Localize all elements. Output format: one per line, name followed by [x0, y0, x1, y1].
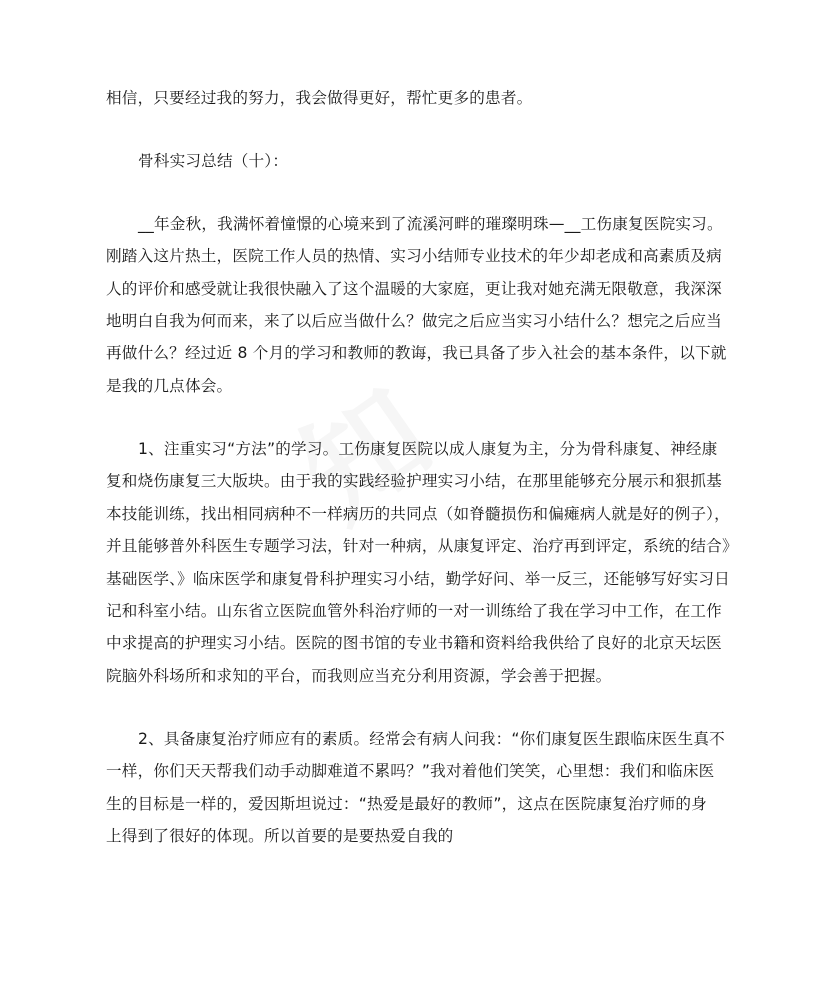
- text-line: 本技能训练，找出相同病种不一样病历的共同点（如脊髓损伤和偏瘫病人就是好的例子），: [106, 505, 730, 523]
- text-line: 生的目标是一样的，爱因斯坦说过：“热爱是最好的教师”，这点在医院康复治疗师的身: [106, 795, 707, 813]
- text-line: 刚踏入这片热土，医院工作人员的热情、实习小结师专业技术的年少却老成和高素质及病: [106, 247, 722, 265]
- text-line: 2、具备康复治疗师应有的素质。经常会有病人问我：“你们康复医生跟临床医生真不: [138, 730, 725, 748]
- text-line: 中求提高的护理实习小结。医院的图书馆的专业书籍和资料给我供给了良好的北京天坛医: [106, 634, 722, 652]
- text-line: 再做什么？经过近 8 个月的学习和教师的教诲，我已具备了步入社会的基本条件，以下就: [106, 344, 727, 362]
- text-line: 并且能够普外科医生专题学习法，针对一种病，从康复评定、治疗再到评定，系统的结合》: [106, 537, 738, 555]
- text-line: 一样，你们天天帮我们动手动脚难道不累吗？”我对着他们笑笑，心里想：我们和临床医: [106, 762, 715, 780]
- section-heading: 骨科实习总结（十）：: [138, 152, 289, 170]
- text-line: 复和烧伤康复三大版块。由于我的实践经验护理实习小结，在那里能够充分展示和狠抓基: [106, 472, 722, 490]
- text-line: 地明白自我为何而来，来了以后应当做什么？做完之后应当实习小结什么？想完之后应当: [106, 312, 722, 330]
- text-line: 是我的几点体会。: [106, 377, 233, 395]
- text-line: 人的评价和感受就让我很快融入了这个温暖的大家庭，更让我对她充满无限敬意，我深深: [106, 280, 722, 298]
- text-line: 院脑外科场所和求知的平台，而我则应当充分利用资源，学会善于把握。: [106, 667, 612, 685]
- text-line: 相信，只要经过我的努力，我会做得更好，帮忙更多的患者。: [106, 89, 533, 107]
- text-line: 上得到了很好的体现。所以首要的是要热爱自我的: [106, 827, 454, 845]
- text-line: __年金秋，我满怀着憧憬的心境来到了流溪河畔的璀璨明珠—__工伤康复医院实习。: [138, 215, 723, 233]
- text-line: 1、注重实习“方法”的学习。工伤康复医院以成人康复为主，分为骨科康复、神经康: [138, 440, 718, 458]
- text-line: 基础医学、》临床医学和康复骨科护理实习小结，勤学好问、举一反三，还能够写好实习日: [106, 570, 730, 588]
- text-line: 记和科室小结。山东省立医院血管外科治疗师的一对一训练给了我在学习中工作，在工作: [106, 602, 722, 620]
